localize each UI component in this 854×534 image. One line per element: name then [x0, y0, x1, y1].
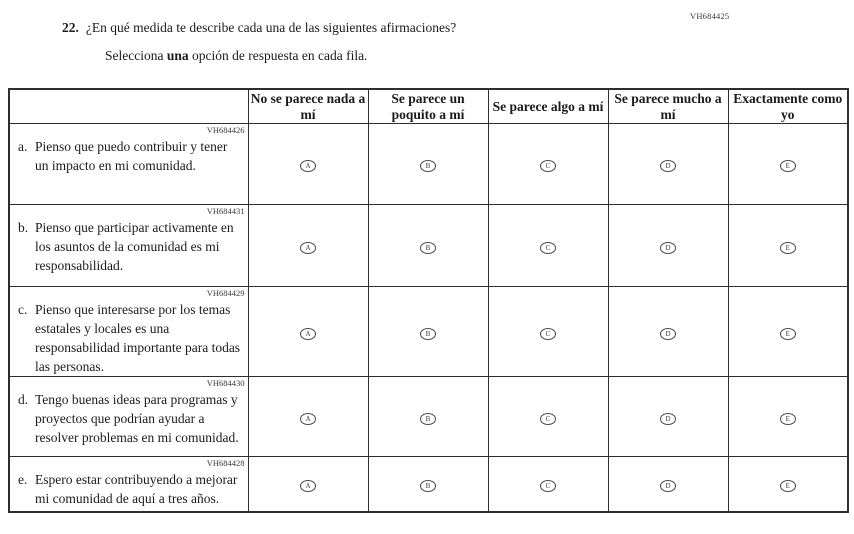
header-row — [9, 89, 848, 124]
header-col-3: Se parece algo a mí — [488, 89, 608, 124]
option-bubble[interactable]: C — [540, 328, 556, 340]
statement-cell — [9, 287, 248, 377]
statement-cell — [9, 124, 248, 205]
statement-letter: c. — [18, 302, 28, 317]
option-bubble[interactable]: D — [660, 328, 676, 340]
statement-letter: a. — [18, 139, 28, 154]
option-bubble[interactable]: B — [420, 160, 436, 172]
instruction-suffix: opción de respuesta en cada fila. — [188, 48, 368, 63]
header-col-2: Se parece un poquito a mí — [368, 89, 488, 124]
row-accession-code: VH684426 — [206, 125, 245, 135]
statement-text: Pienso que interesarse por los temas estatales y locales es una responsabilidad importante para todas las personas. — [35, 302, 241, 374]
option-cell — [248, 457, 368, 513]
option-cell — [368, 124, 488, 205]
table-body — [9, 124, 848, 513]
option-bubble[interactable]: A — [300, 413, 316, 425]
row-accession-code: VH684431 — [206, 206, 245, 216]
option-bubble[interactable]: E — [780, 328, 796, 340]
instruction-prefix: Selecciona — [105, 48, 167, 63]
statement-letter: d. — [18, 392, 29, 407]
option-bubble[interactable]: D — [660, 160, 676, 172]
statement-text: Tengo buenas ideas para programas y proyectos que podrían ayudar a resolver problemas en mi comunidad. — [35, 392, 239, 445]
statement-text: Pienso que participar activamente en los asuntos de la comunidad es mi responsabilidad. — [35, 220, 234, 273]
statement — [10, 469, 248, 508]
statement-text: Pienso que puedo contribuir y tener un impacto en mi comunidad. — [35, 139, 228, 173]
question-text: ¿En qué medida te describe cada una de las siguientes afirmaciones? — [85, 20, 457, 35]
instruction-bold-word: una — [166, 48, 189, 63]
option-cell — [368, 205, 488, 287]
statement — [10, 217, 248, 275]
option-cell — [488, 377, 608, 457]
statement — [10, 389, 248, 447]
option-cell — [608, 205, 728, 287]
option-cell — [608, 287, 728, 377]
option-bubble[interactable]: C — [540, 160, 556, 172]
option-bubble[interactable]: B — [420, 242, 436, 254]
table-row — [9, 205, 848, 287]
row-accession-code: VH684428 — [206, 458, 245, 468]
option-cell — [728, 124, 848, 205]
option-bubble[interactable]: A — [300, 242, 316, 254]
option-bubble[interactable]: A — [300, 480, 316, 492]
option-cell — [488, 287, 608, 377]
option-cell — [608, 377, 728, 457]
option-bubble[interactable]: C — [540, 480, 556, 492]
option-bubble[interactable]: D — [660, 413, 676, 425]
option-cell — [488, 205, 608, 287]
option-cell — [728, 287, 848, 377]
statement-cell — [9, 205, 248, 287]
response-matrix — [8, 88, 849, 513]
row-accession-code: VH684430 — [206, 378, 245, 388]
option-bubble[interactable]: B — [420, 413, 436, 425]
option-cell — [728, 377, 848, 457]
option-cell — [368, 287, 488, 377]
option-bubble[interactable]: B — [420, 480, 436, 492]
option-cell — [608, 457, 728, 513]
table-row — [9, 377, 848, 457]
option-bubble[interactable]: D — [660, 480, 676, 492]
option-cell — [248, 287, 368, 377]
option-cell — [488, 457, 608, 513]
question-line — [62, 20, 456, 36]
table-row — [9, 124, 848, 205]
header-col-4: Se parece mucho a mí — [608, 89, 728, 124]
option-bubble[interactable]: E — [780, 413, 796, 425]
option-bubble[interactable]: E — [780, 480, 796, 492]
statement-text: Espero estar contribuyendo a mejorar mi comunidad de aquí a tres años. — [35, 472, 238, 506]
header-col-5: Exactamente como yo — [728, 89, 848, 124]
option-bubble[interactable]: B — [420, 328, 436, 340]
statement-cell — [9, 457, 248, 513]
option-bubble[interactable]: E — [780, 160, 796, 172]
option-bubble[interactable]: A — [300, 328, 316, 340]
option-bubble[interactable]: E — [780, 242, 796, 254]
instruction-line — [105, 48, 367, 64]
header-col-1: No se parece nada a mí — [248, 89, 368, 124]
statement — [10, 299, 248, 376]
table-row — [9, 287, 848, 377]
option-cell — [728, 205, 848, 287]
option-cell — [368, 377, 488, 457]
question-number: 22. — [62, 20, 79, 35]
table-row — [9, 457, 848, 513]
option-cell — [728, 457, 848, 513]
statement-cell — [9, 377, 248, 457]
option-bubble[interactable]: C — [540, 413, 556, 425]
option-bubble[interactable]: C — [540, 242, 556, 254]
option-cell — [608, 124, 728, 205]
option-cell — [248, 124, 368, 205]
option-bubble[interactable]: D — [660, 242, 676, 254]
option-cell — [248, 205, 368, 287]
statement-letter: e. — [18, 472, 28, 487]
header-empty-cell — [9, 89, 248, 124]
accession-code: VH684425 — [690, 11, 730, 21]
option-cell — [488, 124, 608, 205]
statement — [10, 136, 248, 175]
option-bubble[interactable]: A — [300, 160, 316, 172]
option-cell — [368, 457, 488, 513]
statement-letter: b. — [18, 220, 29, 235]
row-accession-code: VH684429 — [206, 288, 245, 298]
option-cell — [248, 377, 368, 457]
